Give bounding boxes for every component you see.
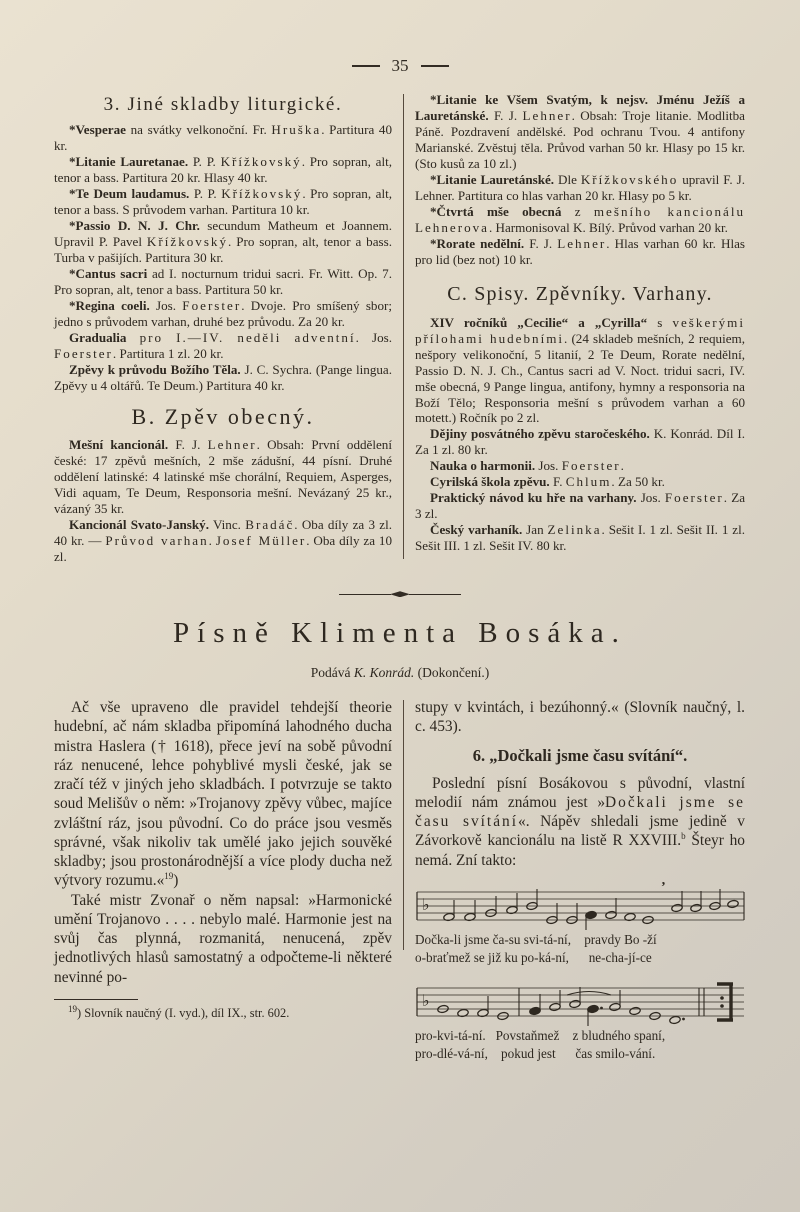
catalog-item: *Vesperae na svátky velkonoční. Fr. Hruška. Partitura 40 kr.: [54, 122, 392, 153]
lyrics-line: pro-dlé-vá-ní, pokud jest čas smilo-vání.: [415, 1046, 656, 1062]
section-divider-ornament: [54, 591, 746, 597]
catalog-item: *Litanie Lauretanae. P. P. Křížkovský. Pro sopran, alt, tenor a bass. Partitura 20 kr. Hlasy 40 kr.: [54, 153, 392, 185]
svg-text:♭: ♭: [422, 993, 430, 1011]
header-rule-right: [421, 65, 449, 67]
section-heading-spisy: C. Spisy. Zpěvníky. Varhany.: [447, 282, 713, 305]
catalog-item: *Litanie ke Všem Svatým, k nejsv. Jménu Ježíš a Lauretánské. F. J. Lehner. Obsah: Troje litanie. Modlitba Páně. Pozdravení andělské. Pod ochranu Tvou. 4 antifony Marianské. Zvěstuj těla. Průvod varhan 50 kr. Hlasy po 15 kr. (Sto kusů za 10 zl.): [415, 92, 745, 171]
article-column-left: [54, 698, 392, 1062]
catalog-items-right: [415, 92, 745, 268]
article-column-right: [415, 698, 745, 1062]
catalog-item: Kancionál Svato-Janský. Vinc. Bradáč. Oba díly za 3 zl. 40 kr. — Průvod varhan. Josef Müller. Oba díly za 10 zl.: [54, 517, 393, 565]
svg-text:♭: ♭: [422, 896, 430, 914]
section-heading-zpev-obecny: B. Zpěv obecný.: [131, 404, 315, 430]
catalog-item: *Passio D. N. J. Chr. secundum Matheum et Joannem. Upravil P. Pavel Křížkovský. Pro sopran, alt, tenor a bass. Turba v pašijích. Partitura 30 kr.: [54, 217, 393, 265]
catalog-item: *Regina coeli. Jos. Foerster. Dvoje. Pro smíšený sbor; jedno s průvodem varhan, druhé bez průvodu. Za 20 kr.: [54, 297, 393, 329]
catalog-item: Dějiny posvátného zpěvu staročeského. K. Konrád. Díl I. Za 1 zl. 80 kr.: [415, 426, 745, 458]
catalog-item: Nauka o harmonii. Jos. Foerster.: [430, 458, 624, 474]
column-divider-bottom: [403, 700, 404, 950]
catalog-items-left: [54, 122, 392, 393]
svg-text:’: ’: [661, 881, 666, 895]
catalog-item: Gradualia pro I.—IV. neděli adventní. Jos. Foerster. Partitura 1 zl. 20 kr.: [54, 329, 392, 361]
page-number: [54, 56, 746, 76]
catalog-item: Český varhaník. Jan Zelinka. Sešit I. 1 zl. Sešit II. 1 zl. Sešit III. 1 zl. Sešit IV. 80 kr.: [415, 522, 745, 554]
article-paragraph: Poslední písní Bosákovou s původní, vlastní melodií nám známou jest »Dočkali jsme se času svítání«. Nápěv shledali jsme jedině v Závorkově kancionálu na listě R XXVIII.$^b$ Šteyr ho nemá. Zní takto:: [415, 774, 746, 869]
ornament-line-left: [339, 594, 391, 595]
catalog-item: Mešní kancionál. F. J. Lehner. Obsah: První oddělení české: 17 zpěvů mešních, 2 mše zádušní, 44 písní. Druhé oddělení latinské: 4 latinské mše chorální, Requiem, Asperges, Vidi aquam, Te Deum, Responsoria mešní. Nevázaný 25 kr., vázaný 35 kr.: [54, 437, 392, 517]
article-title: Písně Klimenta Bosáka.: [173, 617, 627, 650]
lyrics-line: o-braťmež se již ku po-ká-ní, ne-cha-jí-ce: [415, 950, 652, 966]
music-staff-2: [415, 978, 745, 1062]
section-heading-liturgicke: 3. Jiné skladby liturgické.: [103, 94, 343, 115]
page-number-text: 35: [391, 56, 409, 75]
music-staff-1: [415, 882, 745, 966]
article-paragraph: Také mistr Zvonař o něm napsal: »Harmonické umění Trojanovo . . . . nebylo malé. Harmonie jest na svůj čas plynná, rozmanitá, nenucená, zpěv jednotlivých hlasů samostatný a odpočteme-li některé nevinné po-: [54, 891, 392, 986]
article-subtitle: Podává K. Konrád. (Dokončení.): [310, 665, 490, 681]
catalog-items-right-2: [415, 315, 745, 555]
music-notation-1: [415, 882, 745, 930]
song-heading: 6. „Dočkali jsme času svítání“.: [472, 745, 688, 765]
music-notation-2: [415, 978, 745, 1026]
catalog-items-left-2: [54, 437, 392, 565]
footnote: $^{19}$) Slovník naučný (I. vyd.), díl IX., str. 602.: [68, 1003, 290, 1020]
ornament-line-right: [409, 594, 461, 595]
catalog-item: Cyrilská škola zpěvu. F. Chlum. Za 50 kr.: [430, 474, 665, 490]
page-content: [54, 56, 746, 1063]
lyrics-line: Dočka-li jsme ča-su svi-tá-ní, pravdy Bo -ží: [415, 931, 657, 947]
catalog-item: *Čtvrtá mše obecná z mešního kancionálu Lehnerova. Harmonisoval K. Bílý. Průvod varhan 20 kr.: [415, 203, 746, 235]
footnote-rule: [54, 999, 138, 1000]
article-section: [54, 698, 746, 1062]
catalog-item: *Cantus sacri ad I. nocturnum tridui sacri. Fr. Witt. Op. 7. Pro sopran, alt, tenor a bass. Partitura 50 kr.: [54, 265, 392, 297]
lyrics-line: pro-kvi-tá-ní. Povstaňmež z bludného spaní,: [415, 1028, 666, 1044]
column-divider-top: [403, 94, 404, 559]
article-paragraph: Ač vše upraveno dle pravidel tehdejší theorie hudební, ač nám skladba připomíná lahodného ducha mistra Haslera († 1618), přece jeví na sobě původní ráz nenucené, lehce pohyblivé mysli české, jak se zračí též v jiných jeho skladbách. I potvrzuje se takto soud Melišův o něm: »Trojanovy zpěvy vůbec, majíce zvláštní ráz, jsou původní. Co do práce jsou vesměs správné, však nikoliv tak umělé jako jejich souvěké skladby; jsou prostonárodnější a více plody ducha než výtvory rozumu.«$^{19}$): [54, 699, 392, 890]
catalog-item: XIV ročníků „Cecilie“ a „Cyrilla“ s veškerými přílohami hudebními. (24 skladeb mešních, 2 requiem, nešpory velikonoční, 5 litanií, 2 Te Deum, Rorate nedělní, Passio D. N. J. Ch., Cantus sacri ad V. Noct. tridui sacri, IV. mše obecná, 9 Pange lingua, antifony, hymny a responsoria na Boží Tělo; Responsoria mešní s průvodem varhan a 60 motett.) Ročník po 2 zl.: [415, 314, 745, 426]
catalog-item: *Litanie Lauretánské. Dle Křížkovského upravil F. J. Lehner. Partitura co hlas varhan 20 kr. Hlasy po 5 kr.: [415, 171, 745, 203]
catalog-item: *Rorate nedělní. F. J. Lehner. Hlas varhan 60 kr. Hlas pro lid (bez not) 10 kr.: [415, 235, 745, 267]
ornament-diamond: [390, 591, 410, 597]
catalog-column-left: [54, 92, 392, 565]
header-rule-left: [352, 65, 380, 67]
catalog-item: Praktický návod ku hře na varhany. Jos. Foerster. Za 3 zl.: [415, 490, 745, 522]
catalog-item: *Te Deum laudamus. P. P. Křížkovský. Pro sopran, alt, tenor a bass. S průvodem varhan. Partitura 10 kr.: [54, 185, 393, 217]
catalog-section: [54, 92, 746, 565]
catalog-column-right: [415, 92, 745, 565]
article-paragraph: stupy v kvintách, i bezúhonný.« (Slovník naučný, l. c. 453).: [415, 699, 745, 736]
catalog-item: Zpěvy k průvodu Božího Těla. J. C. Sychra. (Pange lingua. Zpěvy u 4 oltářů. Te Deum.) Partitura 40 kr.: [54, 361, 392, 393]
